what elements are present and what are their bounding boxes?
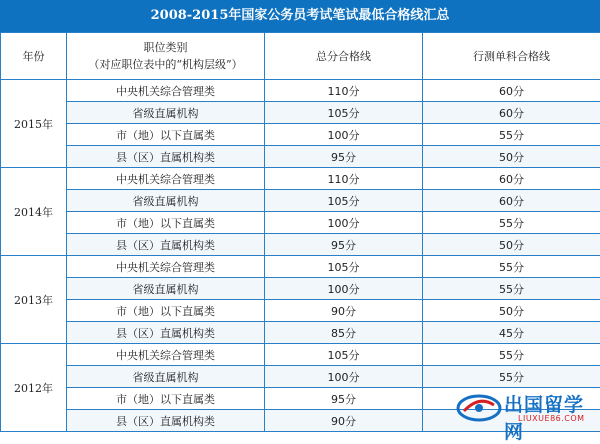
category-cell: 市（地）以下直属类: [67, 388, 265, 410]
sub-cell: 55分: [423, 278, 600, 300]
total-cell: 100分: [265, 366, 423, 388]
sub-cell: [423, 410, 600, 432]
table-row: [1, 410, 600, 432]
watermark-subtext: LIUXUE86.COM: [518, 414, 585, 423]
total-cell: 105分: [265, 102, 423, 124]
table-row: [1, 300, 600, 322]
category-cell: 县（区）直属机构类: [67, 146, 265, 168]
total-cell: 110分: [265, 168, 423, 190]
table-row: [1, 124, 600, 146]
total-cell: 100分: [265, 212, 423, 234]
category-cell: 县（区）直属机构类: [67, 234, 265, 256]
category-cell: 县（区）直属机构类: [67, 410, 265, 432]
sub-cell: 50分: [423, 300, 600, 322]
total-cell: 105分: [265, 256, 423, 278]
header-total: 总分合格线: [265, 33, 423, 80]
header-sub: 行测单科合格线: [423, 33, 600, 80]
category-cell: 省级直属机构: [67, 102, 265, 124]
sub-cell: 55分: [423, 124, 600, 146]
category-cell: 县（区）直属机构类: [67, 322, 265, 344]
sub-cell: 55分: [423, 344, 600, 366]
sub-cell: 60分: [423, 80, 600, 102]
total-cell: 105分: [265, 190, 423, 212]
category-cell: 中央机关综合管理类: [67, 80, 265, 102]
total-cell: 95分: [265, 234, 423, 256]
header-row: [1, 33, 600, 80]
category-cell: 中央机关综合管理类: [67, 344, 265, 366]
year-cell: 2014年: [1, 168, 67, 256]
table-row: [1, 102, 600, 124]
total-cell: 100分: [265, 278, 423, 300]
category-cell: 市（地）以下直属类: [67, 300, 265, 322]
table-row: [1, 146, 600, 168]
sub-cell: 50分: [423, 146, 600, 168]
total-cell: 95分: [265, 388, 423, 410]
sub-cell: 55分: [423, 256, 600, 278]
sub-cell: 50分: [423, 234, 600, 256]
category-cell: 中央机关综合管理类: [67, 168, 265, 190]
watermark-text: 出国留学网: [504, 390, 600, 444]
year-cell: 2012年: [1, 344, 67, 432]
sub-cell: 60分: [423, 190, 600, 212]
total-cell: 90分: [265, 410, 423, 432]
table-title: 2008-2015年国家公务员考试笔试最低合格线汇总: [0, 0, 600, 32]
total-cell: 90分: [265, 300, 423, 322]
sub-cell: [423, 388, 600, 410]
table-row: [1, 366, 600, 388]
passing-score-table: [0, 32, 600, 432]
header-year: 年份: [1, 33, 67, 80]
header-category-line1: 职位类别: [67, 39, 264, 56]
year-cell: 2013年: [1, 256, 67, 344]
total-cell: 95分: [265, 146, 423, 168]
category-cell: 市（地）以下直属类: [67, 124, 265, 146]
sub-cell: 55分: [423, 366, 600, 388]
sub-cell: 45分: [423, 322, 600, 344]
category-cell: 省级直属机构: [67, 190, 265, 212]
sub-cell: 60分: [423, 168, 600, 190]
table-row: [1, 80, 600, 102]
category-cell: 市（地）以下直属类: [67, 212, 265, 234]
table-row: [1, 256, 600, 278]
table-row: [1, 388, 600, 410]
table-row: [1, 344, 600, 366]
total-cell: 110分: [265, 80, 423, 102]
header-category-line2: （对应职位表中的“机构层级”）: [67, 56, 264, 73]
category-cell: 省级直属机构: [67, 366, 265, 388]
table-row: [1, 168, 600, 190]
table-body: [1, 80, 600, 432]
total-cell: 100分: [265, 124, 423, 146]
total-cell: 105分: [265, 344, 423, 366]
category-cell: 中央机关综合管理类: [67, 256, 265, 278]
table-row: [1, 212, 600, 234]
table-row: [1, 234, 600, 256]
category-cell: 省级直属机构: [67, 278, 265, 300]
sub-cell: 55分: [423, 212, 600, 234]
year-cell: 2015年: [1, 80, 67, 168]
total-cell: 85分: [265, 322, 423, 344]
table-row: [1, 190, 600, 212]
table-row: [1, 278, 600, 300]
header-category: [67, 33, 265, 80]
table-row: [1, 322, 600, 344]
sub-cell: 60分: [423, 102, 600, 124]
